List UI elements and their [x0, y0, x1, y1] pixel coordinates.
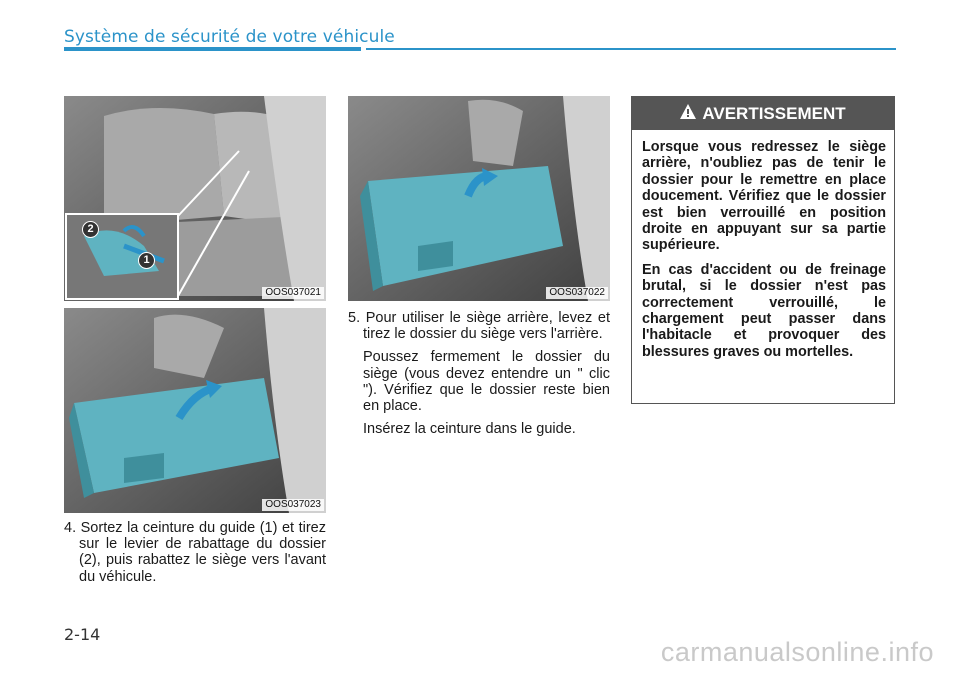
watermark: carmanualsonline.info [660, 637, 934, 667]
warning-paragraph: Lorsque vous redressez le siège arrière, n'oubliez pas de tenir le dossier pour le remettre en place doucement. Vérifiez que le dossier est bien verrouillé en position droite en appuyant sur sa partie supérieure. [642, 139, 886, 254]
figure-label: OOS037022 [546, 287, 608, 299]
figure-label: OOS037021 [262, 287, 324, 299]
figure-seat-raise [348, 96, 610, 301]
instruction-paragraph: Poussez fermement le dossier du siège (vous devez entendre un " clic "). Vérifiez que le dossier reste bien en place. [363, 349, 610, 415]
step-5-text [348, 310, 610, 444]
figure-label: OOS037023 [262, 499, 324, 511]
callout-1: 1 [138, 252, 155, 269]
warning-header [632, 97, 894, 130]
instruction-paragraph: Insérez la ceinture dans le guide. [363, 421, 576, 438]
section-title: Système de sécurité de votre véhicule [64, 27, 395, 47]
figure-seat-folded [64, 308, 326, 513]
warning-paragraph: En cas d'accident ou de freinage brutal, si le dossier n'est pas correctement verrouillé, le chargement peut passer dans l'habitacle et provoquer des blessures graves ou mortelles. [642, 261, 886, 360]
step-body: Sortez la ceinture du guide (1) et tirez sur le levier de rabattage du dossier (2), puis rabattez le siège vers l'avant du véhicule. [79, 520, 327, 585]
step-4-text [64, 520, 326, 585]
warning-triangle-icon [680, 104, 696, 124]
warning-body [632, 130, 894, 360]
page-number: 2-14 [64, 625, 101, 644]
figure-seat-lever [64, 96, 326, 301]
callout-2: 2 [82, 221, 99, 238]
header-accent-bar [64, 47, 361, 51]
step-number: 4. [64, 520, 77, 536]
warning-box [631, 96, 895, 404]
warning-title: AVERTISSEMENT [702, 103, 846, 123]
step-body: Pour utiliser le siège arrière, levez et tirez le dossier du siège vers l'arrière. [363, 310, 610, 343]
header-rule [366, 48, 896, 50]
step-number: 5. [348, 310, 361, 326]
